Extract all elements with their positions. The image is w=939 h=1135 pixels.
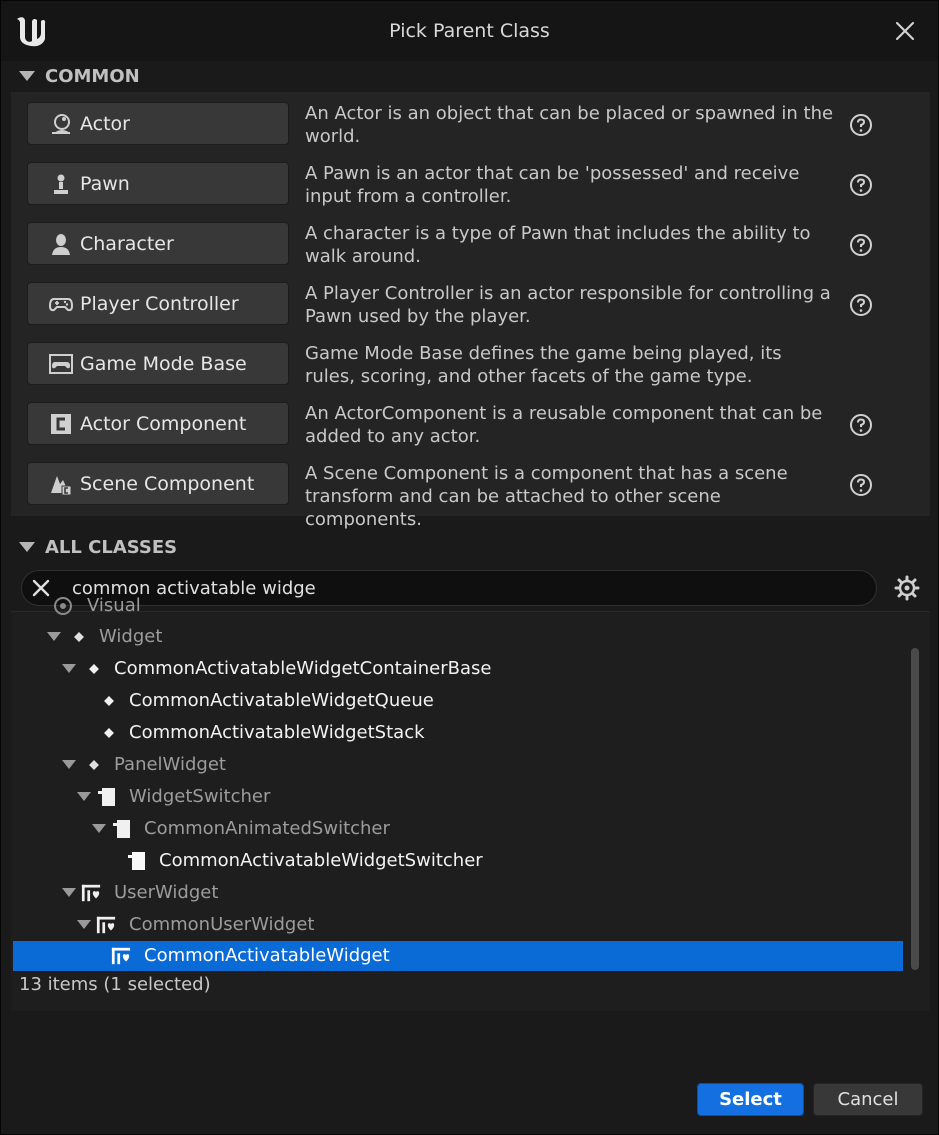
help-icon[interactable] bbox=[849, 413, 873, 437]
switcher-icon bbox=[127, 851, 147, 871]
tree-row[interactable] bbox=[11, 813, 907, 845]
tree-row-label: PanelWidget bbox=[114, 754, 226, 775]
switcher-icon bbox=[112, 819, 132, 839]
user-widget-icon bbox=[96, 915, 116, 935]
tree-row[interactable] bbox=[11, 909, 907, 941]
actor-icon bbox=[48, 111, 74, 137]
select-button[interactable]: Select bbox=[697, 1083, 804, 1116]
tree-row-label: Widget bbox=[99, 626, 163, 647]
title-bar bbox=[1, 1, 938, 61]
tree-row[interactable] bbox=[11, 685, 907, 717]
scene-component-description: A Scene Component is a component that has a scene transform and can be attached to other scene components. bbox=[305, 463, 788, 530]
tree-row[interactable] bbox=[11, 749, 907, 781]
expand-arrow-icon[interactable] bbox=[47, 632, 61, 641]
tree-row-label: CommonUserWidget bbox=[129, 914, 315, 935]
tree-row[interactable] bbox=[11, 590, 907, 622]
scene-component-icon bbox=[48, 471, 74, 497]
expand-arrow-icon[interactable] bbox=[62, 888, 76, 897]
game-mode-base-button[interactable] bbox=[27, 342, 289, 385]
tree-row-label: Visual bbox=[87, 595, 141, 616]
common-row-character bbox=[11, 212, 930, 272]
actor-label: Actor bbox=[80, 112, 130, 135]
item-count-status: 13 items (1 selected) bbox=[19, 974, 211, 995]
all-classes-header-label: ALL CLASSES bbox=[45, 536, 178, 558]
player-controller-button[interactable] bbox=[27, 282, 289, 325]
user-widget-icon bbox=[111, 946, 131, 966]
actor-component-label: Actor Component bbox=[80, 412, 247, 435]
pawn-label: Pawn bbox=[80, 172, 130, 195]
tree-row[interactable] bbox=[11, 621, 907, 653]
actor-button[interactable] bbox=[27, 102, 289, 145]
help-icon[interactable] bbox=[849, 113, 873, 137]
close-icon[interactable] bbox=[894, 20, 916, 42]
tree-row-label: CommonActivatableWidget bbox=[144, 945, 390, 966]
player-controller-description: A Player Controller is an actor responsible for controlling a Pawn used by the player. bbox=[305, 283, 831, 327]
diamond-icon bbox=[99, 691, 119, 711]
common-row-actor-component bbox=[11, 392, 930, 452]
actor-component-description: An ActorComponent is a reusable component that can be added to any actor. bbox=[305, 403, 823, 447]
class-tree-panel bbox=[11, 595, 930, 1011]
game-mode-base-description: Game Mode Base defines the game being played, its rules, scoring, and other facets of the game type. bbox=[305, 343, 782, 387]
scene-component-button[interactable] bbox=[27, 462, 289, 505]
expand-arrow-icon[interactable] bbox=[62, 664, 76, 673]
tree-row-label: UserWidget bbox=[114, 882, 219, 903]
actor-description: An Actor is an object that can be placed or spawned in the world. bbox=[305, 103, 834, 147]
tree-row[interactable] bbox=[11, 877, 907, 909]
pawn-description: A Pawn is an actor that can be 'possessed' and receive input from a controller. bbox=[305, 163, 800, 207]
common-row-actor bbox=[11, 92, 930, 152]
expand-arrow-icon[interactable] bbox=[92, 824, 106, 833]
player-controller-label: Player Controller bbox=[80, 292, 239, 315]
tree-row-label: CommonActivatableWidgetStack bbox=[129, 722, 425, 743]
common-row-game-mode-base bbox=[11, 332, 930, 392]
character-label: Character bbox=[80, 232, 174, 255]
tree-row[interactable] bbox=[11, 653, 907, 685]
common-classes-panel bbox=[11, 92, 930, 530]
game-mode-base-label: Game Mode Base bbox=[80, 352, 247, 375]
expand-arrow-icon[interactable] bbox=[62, 760, 76, 769]
pawn-icon bbox=[48, 171, 74, 197]
class-tree bbox=[11, 595, 907, 972]
switcher-icon bbox=[97, 787, 117, 807]
tree-row[interactable] bbox=[11, 717, 907, 749]
character-description: A character is a type of Pawn that includes the ability to walk around. bbox=[305, 223, 811, 267]
collapse-triangle-icon bbox=[19, 542, 35, 552]
tree-scrollbar[interactable] bbox=[909, 648, 921, 970]
collapse-triangle-icon bbox=[19, 71, 35, 81]
common-row-scene-component bbox=[11, 452, 930, 530]
diamond-icon bbox=[99, 723, 119, 743]
gamepad-icon bbox=[48, 291, 74, 317]
help-icon[interactable] bbox=[849, 293, 873, 317]
diamond-icon bbox=[84, 659, 104, 679]
scene-component-label: Scene Component bbox=[80, 472, 255, 495]
actor-component-button[interactable] bbox=[27, 402, 289, 445]
pawn-button[interactable] bbox=[27, 162, 289, 205]
tree-row-label: CommonAnimatedSwitcher bbox=[144, 818, 390, 839]
game-mode-icon bbox=[48, 351, 74, 377]
expand-arrow-icon[interactable] bbox=[77, 792, 91, 801]
tree-row-selected[interactable] bbox=[13, 941, 903, 971]
diamond-icon bbox=[69, 627, 89, 647]
dialog-title: Pick Parent Class bbox=[389, 20, 550, 42]
actor-component-icon bbox=[48, 411, 74, 437]
cancel-button[interactable]: Cancel bbox=[813, 1083, 923, 1116]
visual-icon bbox=[53, 596, 73, 616]
expand-arrow-icon[interactable] bbox=[77, 920, 91, 929]
character-button[interactable] bbox=[27, 222, 289, 265]
common-row-pawn bbox=[11, 152, 930, 212]
tree-row-label: CommonActivatableWidgetContainerBase bbox=[114, 658, 492, 679]
help-icon[interactable] bbox=[849, 233, 873, 257]
help-icon[interactable] bbox=[849, 473, 873, 497]
all-classes-section-header[interactable] bbox=[5, 532, 934, 562]
user-widget-icon bbox=[81, 883, 101, 903]
tree-row-label: CommonActivatableWidgetQueue bbox=[129, 690, 434, 711]
help-icon[interactable] bbox=[849, 173, 873, 197]
tree-row-label: CommonActivatableWidgetSwitcher bbox=[159, 850, 483, 871]
tree-row-label: WidgetSwitcher bbox=[129, 786, 271, 807]
tree-row[interactable] bbox=[11, 845, 907, 877]
common-row-player-controller bbox=[11, 272, 930, 332]
diamond-icon bbox=[84, 755, 104, 775]
tree-row[interactable] bbox=[11, 781, 907, 813]
common-header-label: COMMON bbox=[45, 65, 140, 87]
character-icon bbox=[48, 231, 74, 257]
common-section-header[interactable] bbox=[5, 61, 934, 91]
scrollbar-thumb[interactable] bbox=[911, 648, 919, 970]
